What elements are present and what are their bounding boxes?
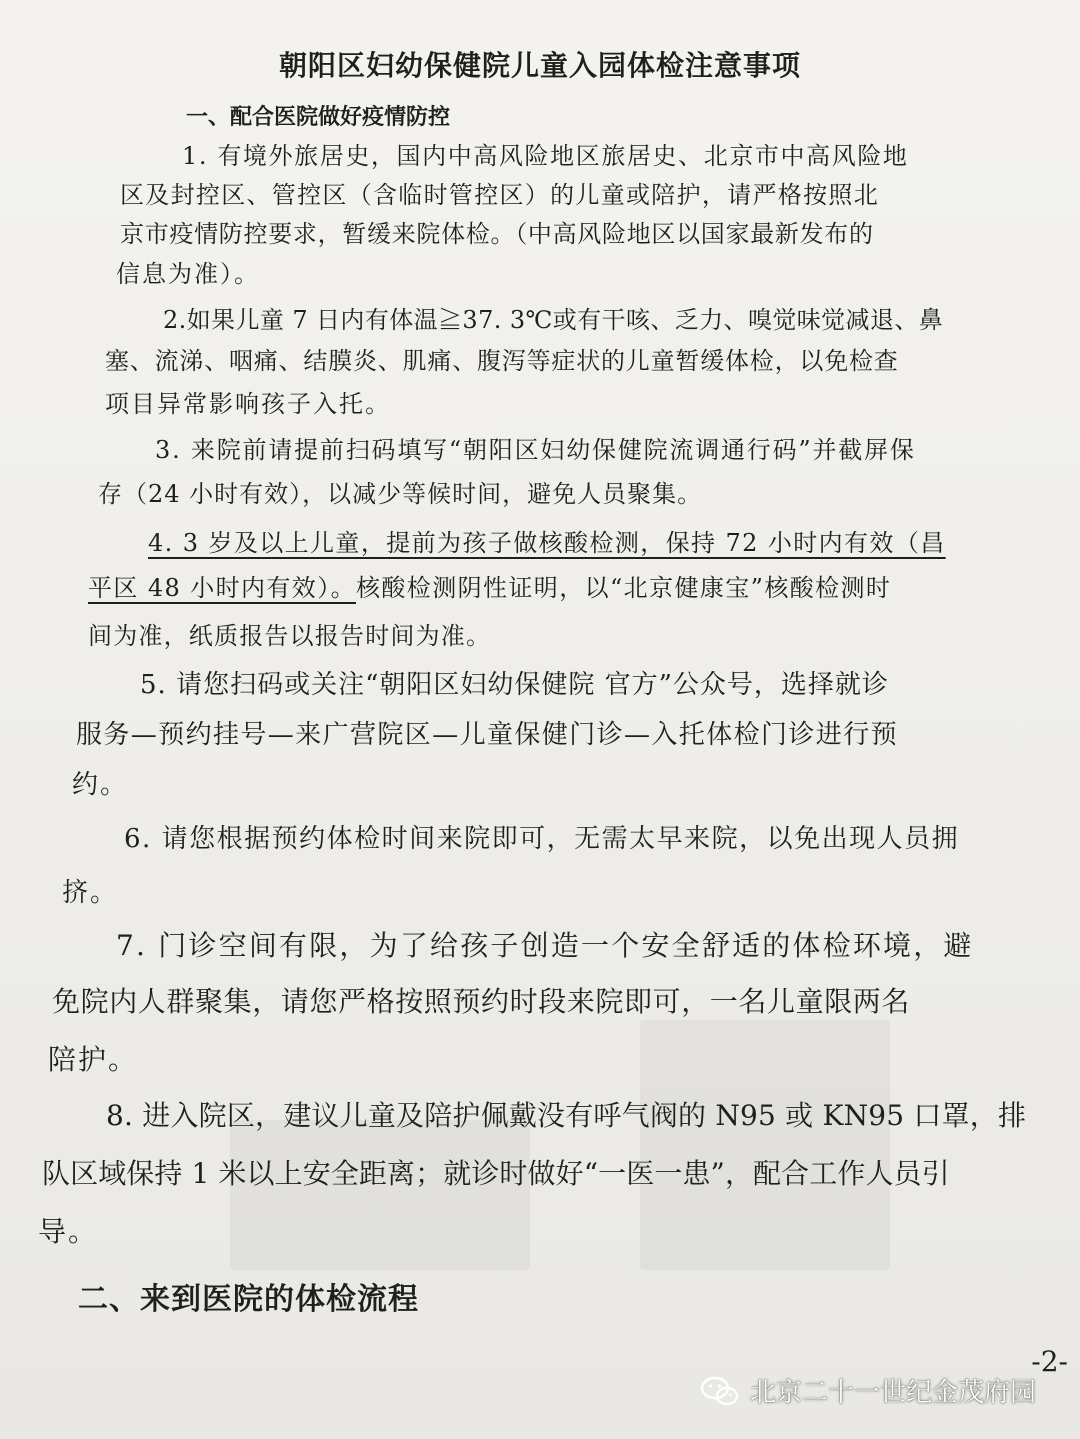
item-1-line-1: 1. 有境外旅居史，国内中高风险地区旅居史、北京市中高风险地	[182, 142, 909, 170]
show-through-shadow	[640, 1020, 890, 1270]
section-heading-2: 二、来到医院的体检流程	[78, 1282, 419, 1317]
item-7-line-3: 陪护。	[48, 1043, 139, 1076]
item-6-line-1: 6. 请您根据预约体检时间来院即可，无需太早来院，以免出现人员拥	[124, 824, 960, 854]
item-7-line-1: 7. 门诊空间有限，为了给孩子创造一个安全舒适的体检环境，避	[116, 929, 974, 962]
watermark-text: 北京二十一世纪金茂府园	[750, 1378, 1037, 1408]
item-5-line-2: 服务—预约挂号—来广营院区—儿童保健门诊—入托体检门诊进行预	[76, 720, 899, 750]
item-2-line-2: 塞、流涕、咽痛、结膜炎、肌痛、腹泻等症状的儿童暂缓体检，以免检查	[105, 347, 899, 375]
item-8-line-3: 导。	[38, 1215, 99, 1248]
item-8-line-2: 队区域保持 1 米以上安全距离；就诊时做好“一医一患”，配合工作人员引	[42, 1157, 950, 1190]
item-1-line-2: 区及封控区、管控区（含临时管控区）的儿童或陪护，请严格按照北	[120, 181, 879, 209]
item-6-line-2: 挤。	[62, 878, 119, 908]
item-5-line-1: 5. 请您扫码或关注“朝阳区妇幼保健院 官方”公众号，选择就诊	[140, 670, 889, 700]
document-title: 朝阳区妇幼保健院儿童入园体检注意事项	[278, 49, 801, 82]
item-1-line-4: 信息为准）。	[116, 260, 260, 288]
item-3-line-2: 存（24 小时有效），以减少等候时间，避免人员聚集。	[98, 480, 703, 508]
watermark	[700, 1372, 1036, 1409]
page-number: -2-	[1031, 1345, 1068, 1378]
item-4-line-2-rest: 核酸检测阴性证明，以“北京健康宝”核酸检测时	[356, 574, 892, 602]
item-4-line-2	[88, 568, 891, 603]
item-4-line-1-underlined: 4. 3 岁及以上儿童，提前为孩子做核酸检测，保持 72 小时内有效（昌	[148, 529, 946, 557]
section-heading-1: 一、配合医院做好疫情防控	[186, 104, 451, 130]
item-4-line-3: 间为准，纸质报告以报告时间为准。	[88, 622, 492, 650]
item-3-line-1: 3. 来院前请提前扫码填写“朝阳区妇幼保健院流调通行码”并截屏保	[155, 436, 916, 464]
item-4-line-2-underlined: 平区 48 小时内有效）。	[88, 574, 356, 602]
item-1-line-3: 京市疫情防控要求，暂缓来院体检。（中高风险地区以国家最新发布的	[120, 220, 874, 248]
item-5-line-3: 约。	[72, 770, 129, 800]
wechat-icon	[700, 1375, 740, 1407]
show-through-shadow	[230, 1120, 530, 1270]
item-2-line-3: 项目异常影响孩子入托。	[105, 390, 391, 418]
item-8-line-1: 8. 进入院区，建议儿童及陪护佩戴没有呼气阀的 N95 或 KN95 口罩，排	[106, 1099, 1027, 1132]
item-7-line-2: 免院内人群聚集，请您严格按照预约时段来院即可，一名儿童限两名	[52, 985, 911, 1018]
item-2-line-1: 2.如果儿童 7 日内有体温≧37. 3℃或有干咳、乏力、嗅觉味觉减退、鼻	[163, 306, 944, 334]
